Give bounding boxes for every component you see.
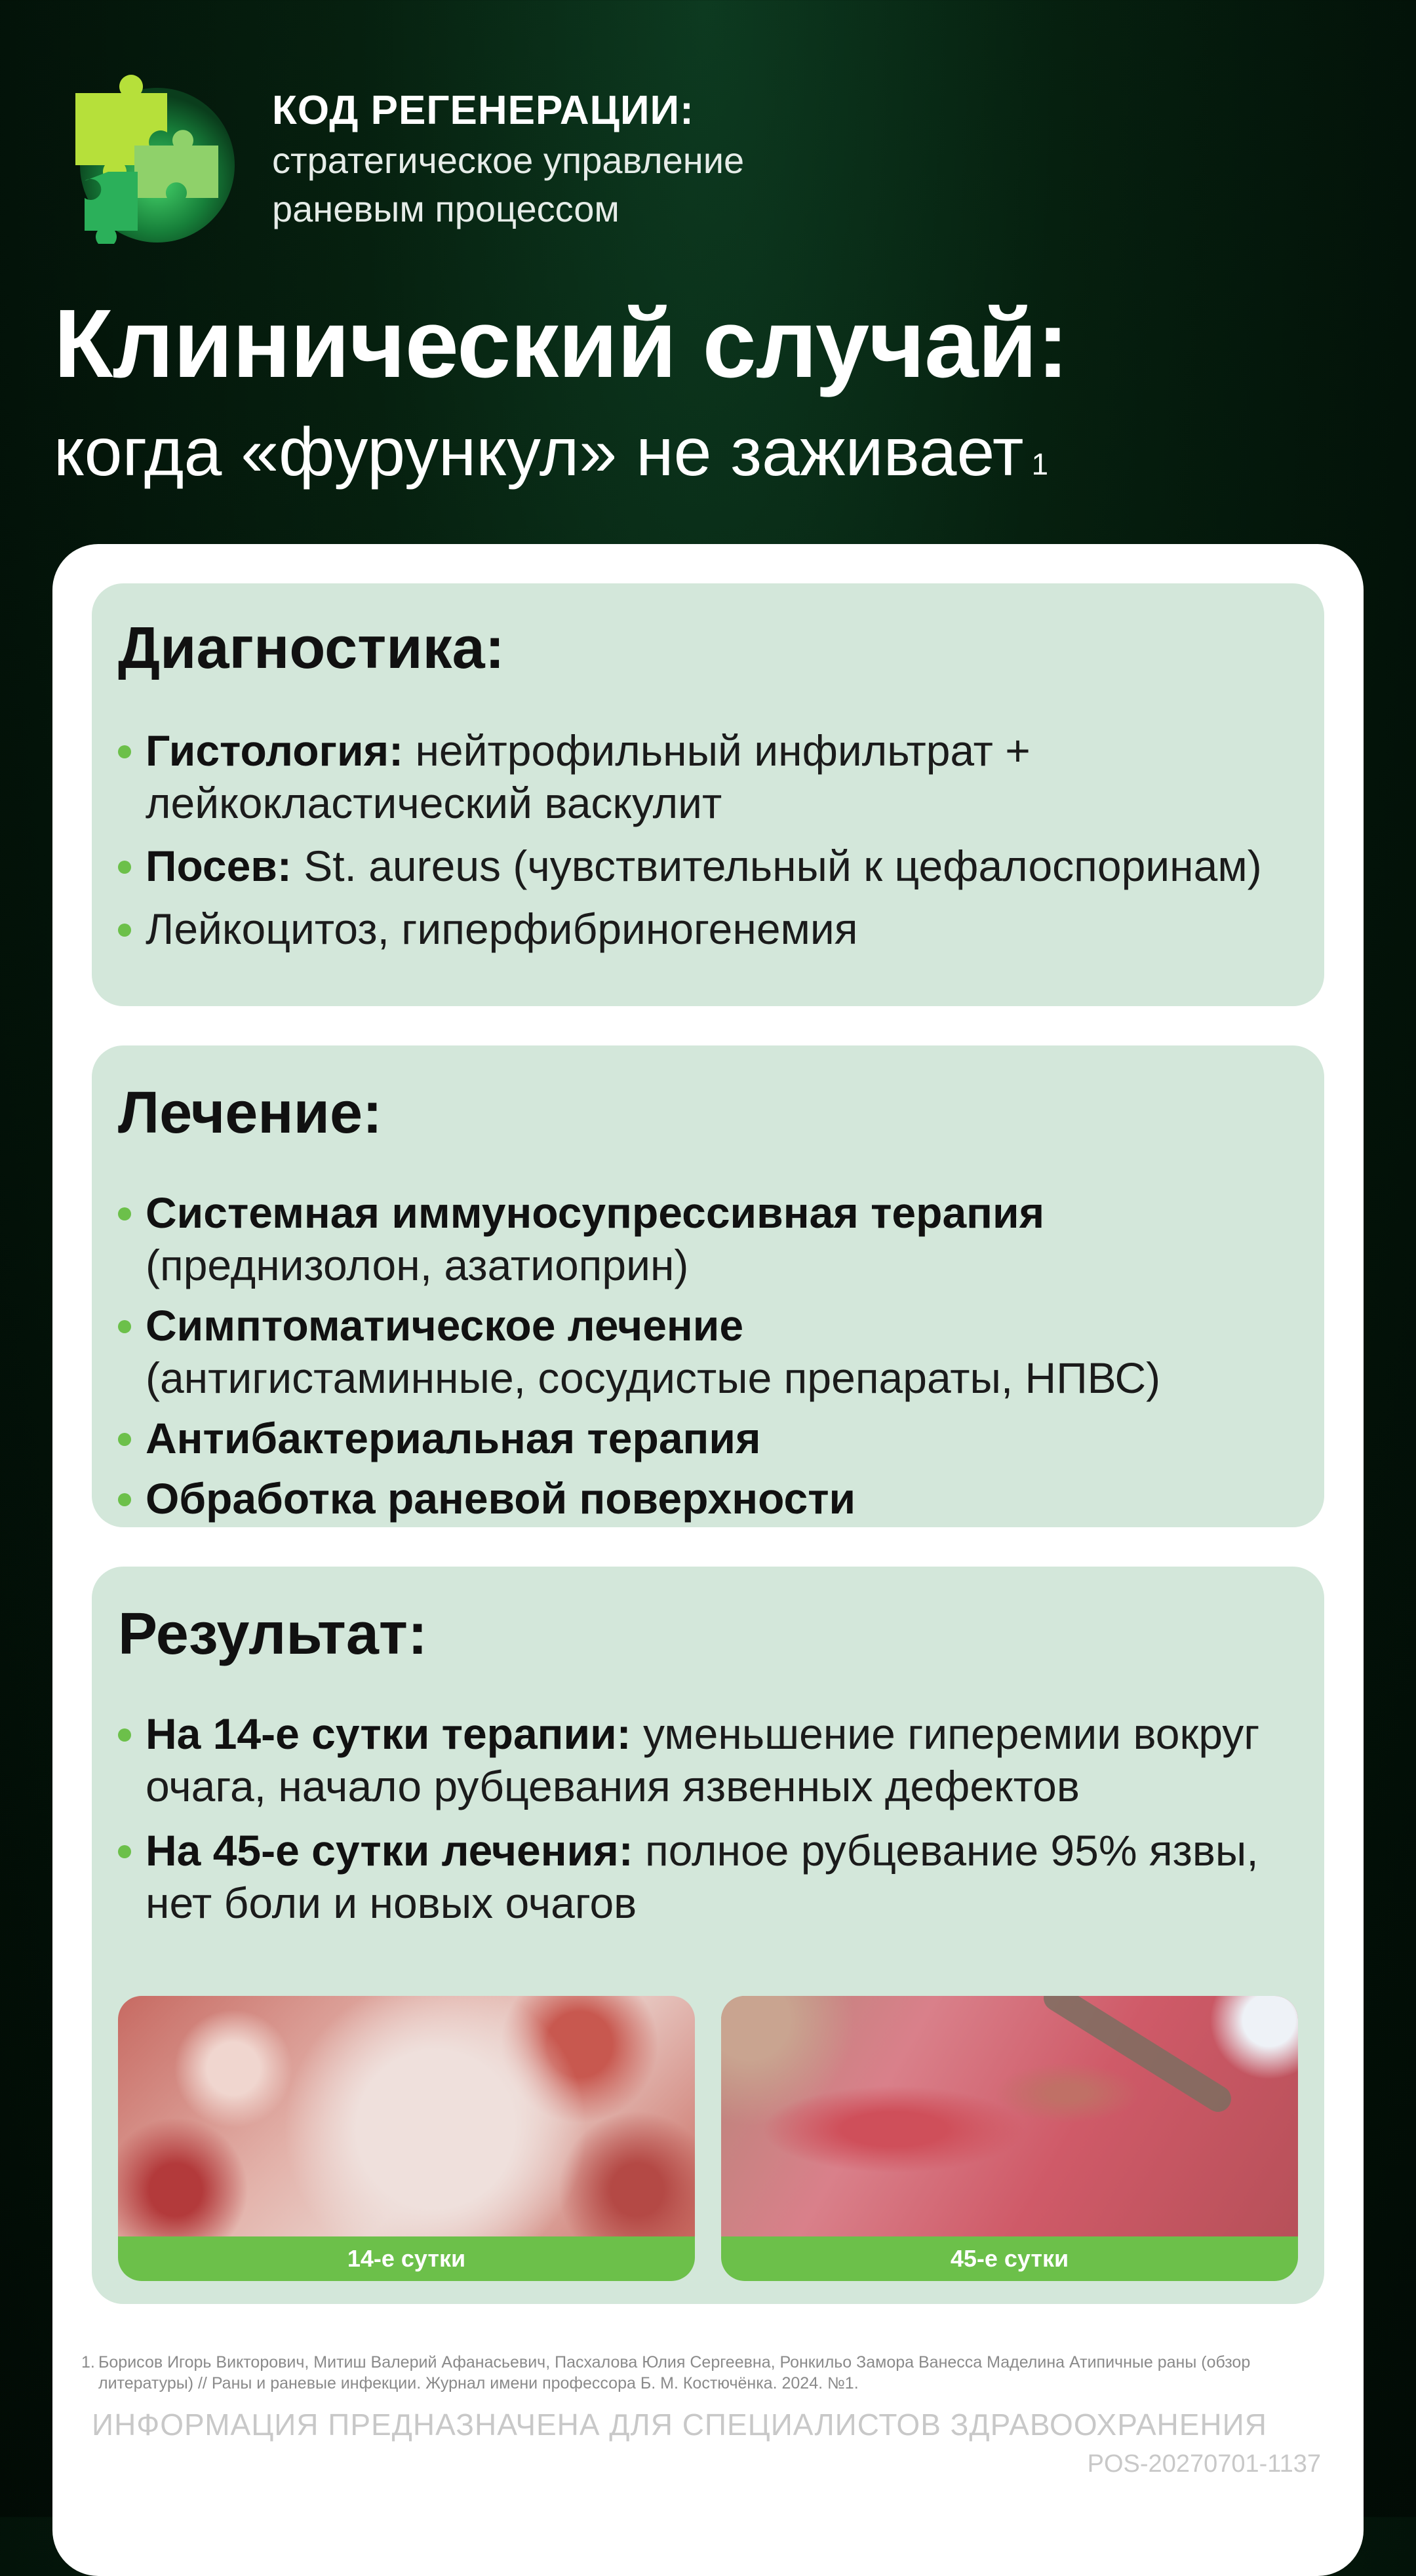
diagnostics-panel	[92, 583, 1324, 1006]
result-panel	[92, 1567, 1324, 2304]
diagnostics-item-label: Посев:	[146, 842, 292, 890]
footnote-marker: 1	[1031, 447, 1049, 481]
result-item-day45	[118, 1824, 1298, 1929]
reference-footnote	[81, 2352, 1321, 2394]
result-heading: Результат:	[118, 1601, 427, 1667]
treatment-list	[118, 1186, 1298, 1532]
treatment-item-label: Системная иммуносупрессивная терапия	[146, 1188, 1045, 1237]
diagnostics-item-labs	[118, 903, 1298, 955]
wound-photo-day45	[721, 1996, 1298, 2281]
photo-caption-day45: 45-е сутки	[721, 2236, 1298, 2281]
treatment-item-wound-care	[118, 1472, 1298, 1525]
diagnostics-list	[118, 724, 1298, 966]
page-subtitle	[54, 410, 1048, 495]
brand-title: КОД РЕГЕНЕРАЦИИ:	[272, 88, 694, 133]
treatment-item-immunosuppressive	[118, 1186, 1298, 1291]
footnote-number: 1.	[81, 2353, 95, 2371]
brand-subtitle-line2: раневым процессом	[272, 188, 620, 229]
wound-photo-day14	[118, 1996, 695, 2281]
wound-image-day45	[721, 1996, 1298, 2238]
treatment-item-label: Симптоматическое лечение	[146, 1301, 744, 1350]
puzzle-logo-icon	[62, 73, 239, 244]
diagnostics-item-text: St. aureus (чувствительный к цефалоспоринам)	[291, 842, 1262, 890]
treatment-panel	[92, 1045, 1324, 1527]
page-subtitle-text: когда «фурункул» не заживает	[54, 414, 1024, 490]
result-item-day14	[118, 1708, 1298, 1812]
page-title: Клинический случай:	[54, 290, 1069, 398]
diagnostics-item-text: Лейкоцитоз, гиперфибриногенемия	[146, 905, 858, 953]
brand-subtitle-line1: стратегическое управление	[272, 140, 745, 181]
diagnostics-item-culture	[118, 840, 1298, 892]
result-item-label: На 14-е сутки терапии:	[146, 1709, 631, 1758]
treatment-item-symptomatic	[118, 1299, 1298, 1404]
document-code: POS-20270701-1137	[1087, 2450, 1321, 2478]
content-card	[52, 544, 1364, 2576]
treatment-item-label: Обработка раневой поверхности	[146, 1474, 856, 1523]
treatment-item-label: Антибактериальная терапия	[146, 1414, 761, 1462]
diagnostics-item-histology	[118, 724, 1298, 829]
result-item-text: уменьшение гиперемии вокруг очага, начало рубцевания язвенных дефектов	[146, 1709, 1260, 1810]
brand-block	[272, 85, 744, 233]
footnote-text: Борисов Игорь Викторович, Митиш Валерий Афанасьевич, Пасхалова Юлия Сергеевна, Ронкильо Замора Ванесса Маделина Атипичные раны (обзор литературы) // Раны и раневые инфекции. Журнал имени профессора Б. М. Костючёнка. 2024. №1.	[98, 2353, 1251, 2392]
diagnostics-heading: Диагностика:	[118, 615, 505, 681]
wound-image-day14	[118, 1996, 695, 2238]
treatment-item-text: (преднизолон, азатиоприн)	[146, 1241, 689, 1289]
result-photos	[118, 1996, 1298, 2281]
result-list	[118, 1708, 1298, 1941]
treatment-item-text: (антигистаминные, сосудистые препараты, НПВС)	[146, 1354, 1161, 1402]
treatment-item-antibacterial	[118, 1412, 1298, 1464]
photo-caption-day14: 14-е сутки	[118, 2236, 695, 2281]
result-item-text: полное рубцевание 95% язвы, нет боли и новых очагов	[146, 1826, 1259, 1927]
result-item-label: На 45-е сутки лечения:	[146, 1826, 633, 1875]
treatment-heading: Лечение:	[118, 1080, 382, 1146]
specialist-disclaimer: ИНФОРМАЦИЯ ПРЕДНАЗНАЧЕНА ДЛЯ СПЕЦИАЛИСТОВ ЗДРАВООХРАНЕНИЯ	[92, 2408, 1267, 2442]
diagnostics-item-text: нейтрофильный инфильтрат + лейкокластический васкулит	[146, 726, 1031, 827]
diagnostics-item-label: Гистология:	[146, 726, 404, 775]
